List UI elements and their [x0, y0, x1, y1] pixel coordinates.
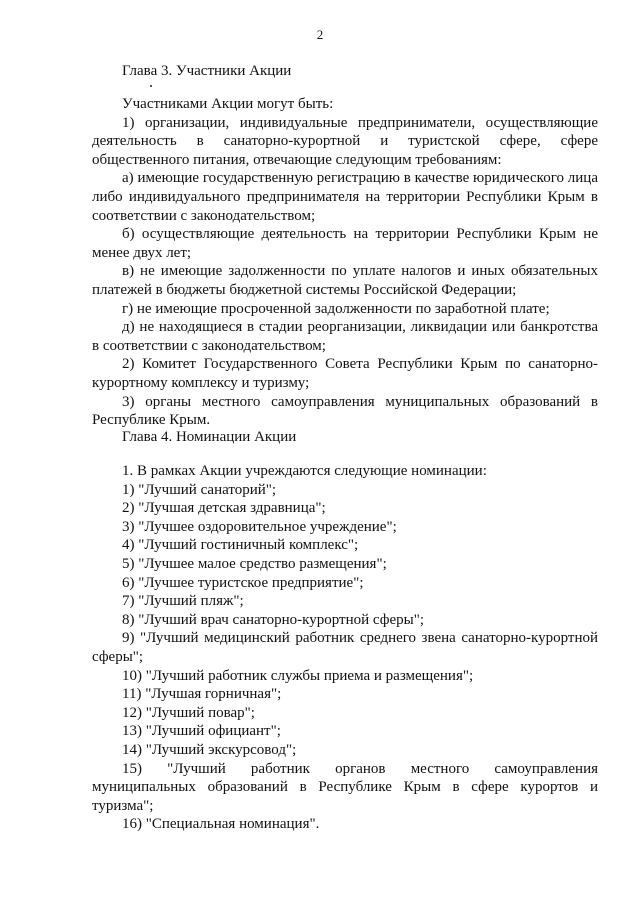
chapter-4-body	[92, 462, 598, 834]
chapter-3-body	[92, 95, 598, 430]
chapter-4-intro: 1. В рамках Акции учреждаются следующие номинации:	[122, 463, 487, 479]
requirement-item: г) не имеющие просроченной задолженности по заработной плате;	[122, 300, 550, 317]
chapter-4-title: Глава 4. Номинации Акции	[122, 429, 297, 445]
nomination-item: 16) "Специальная номинация".	[122, 816, 320, 833]
page-number: 2	[316, 27, 324, 42]
requirement-item: в) не имеющие задолженности по уплате налогов и иных обязательных платежей в бюджеты бюджетной системы Российской Федерации;	[92, 263, 598, 298]
nomination-item: 5) "Лучшее малое средство размещения";	[122, 555, 387, 572]
nomination-item: 8) "Лучший врач санаторно-курортной сферы";	[122, 611, 424, 628]
nomination-item: 6) "Лучшее туристское предприятие";	[122, 574, 364, 591]
nomination-item: 11) "Лучшая горничная";	[122, 686, 282, 703]
nomination-item: 13) "Лучший официант";	[122, 723, 281, 740]
nomination-item: 10) "Лучший работник службы приема и размещения";	[122, 667, 474, 684]
nomination-item: 3) "Лучшее оздоровительное учреждение";	[122, 518, 397, 535]
nomination-item: 7) "Лучший пляж";	[122, 593, 244, 610]
nomination-item: 12) "Лучший повар";	[122, 704, 255, 721]
nomination-item: 9) "Лучший медицинский работник среднего звена санаторно-курортной сферы";	[92, 630, 598, 665]
chapter-3-title: Глава 3. Участники Акции	[122, 63, 292, 79]
participant-item: 3) органы местного самоуправления муниципальных образований в Республике Крым.	[92, 393, 598, 429]
nomination-item: 15) "Лучший работник органов местного самоуправления муниципальных образований в Республике Крым в сфере курортов и туризма";	[92, 760, 598, 814]
scan-mark	[150, 85, 152, 87]
requirement-item: б) осуществляющие деятельность на территории Республики Крым не менее двух лет;	[92, 226, 598, 261]
requirement-item: а) имеющие государственную регистрацию в качестве юридического лица либо индивидуального предпринимателя на территории Республики Крым в соответствии с законодательством;	[92, 170, 598, 224]
participant-item: 1) организации, индивидуальные предприниматели, осуществляющие деятельность в санаторно-курортной и туристской сфере, сфере общественного питания, отвечающие следующим требованиям:	[92, 114, 598, 168]
participant-item: 2) Комитет Государственного Совета Республики Крым по санаторно-курортному комплексу и туризму;	[92, 356, 598, 391]
requirement-item: д) не находящиеся в стадии реорганизации, ликвидации или банкротства в соответствии с законодательством;	[92, 319, 598, 354]
chapter-3-intro: Участниками Акции могут быть:	[122, 96, 334, 112]
nomination-item: 1) "Лучший санаторий";	[122, 481, 277, 498]
nomination-item: 4) "Лучший гостиничный комплекс";	[122, 537, 359, 554]
nomination-item: 14) "Лучший экскурсовод";	[122, 741, 297, 758]
nomination-item: 2) "Лучшая детская здравница";	[122, 500, 326, 517]
